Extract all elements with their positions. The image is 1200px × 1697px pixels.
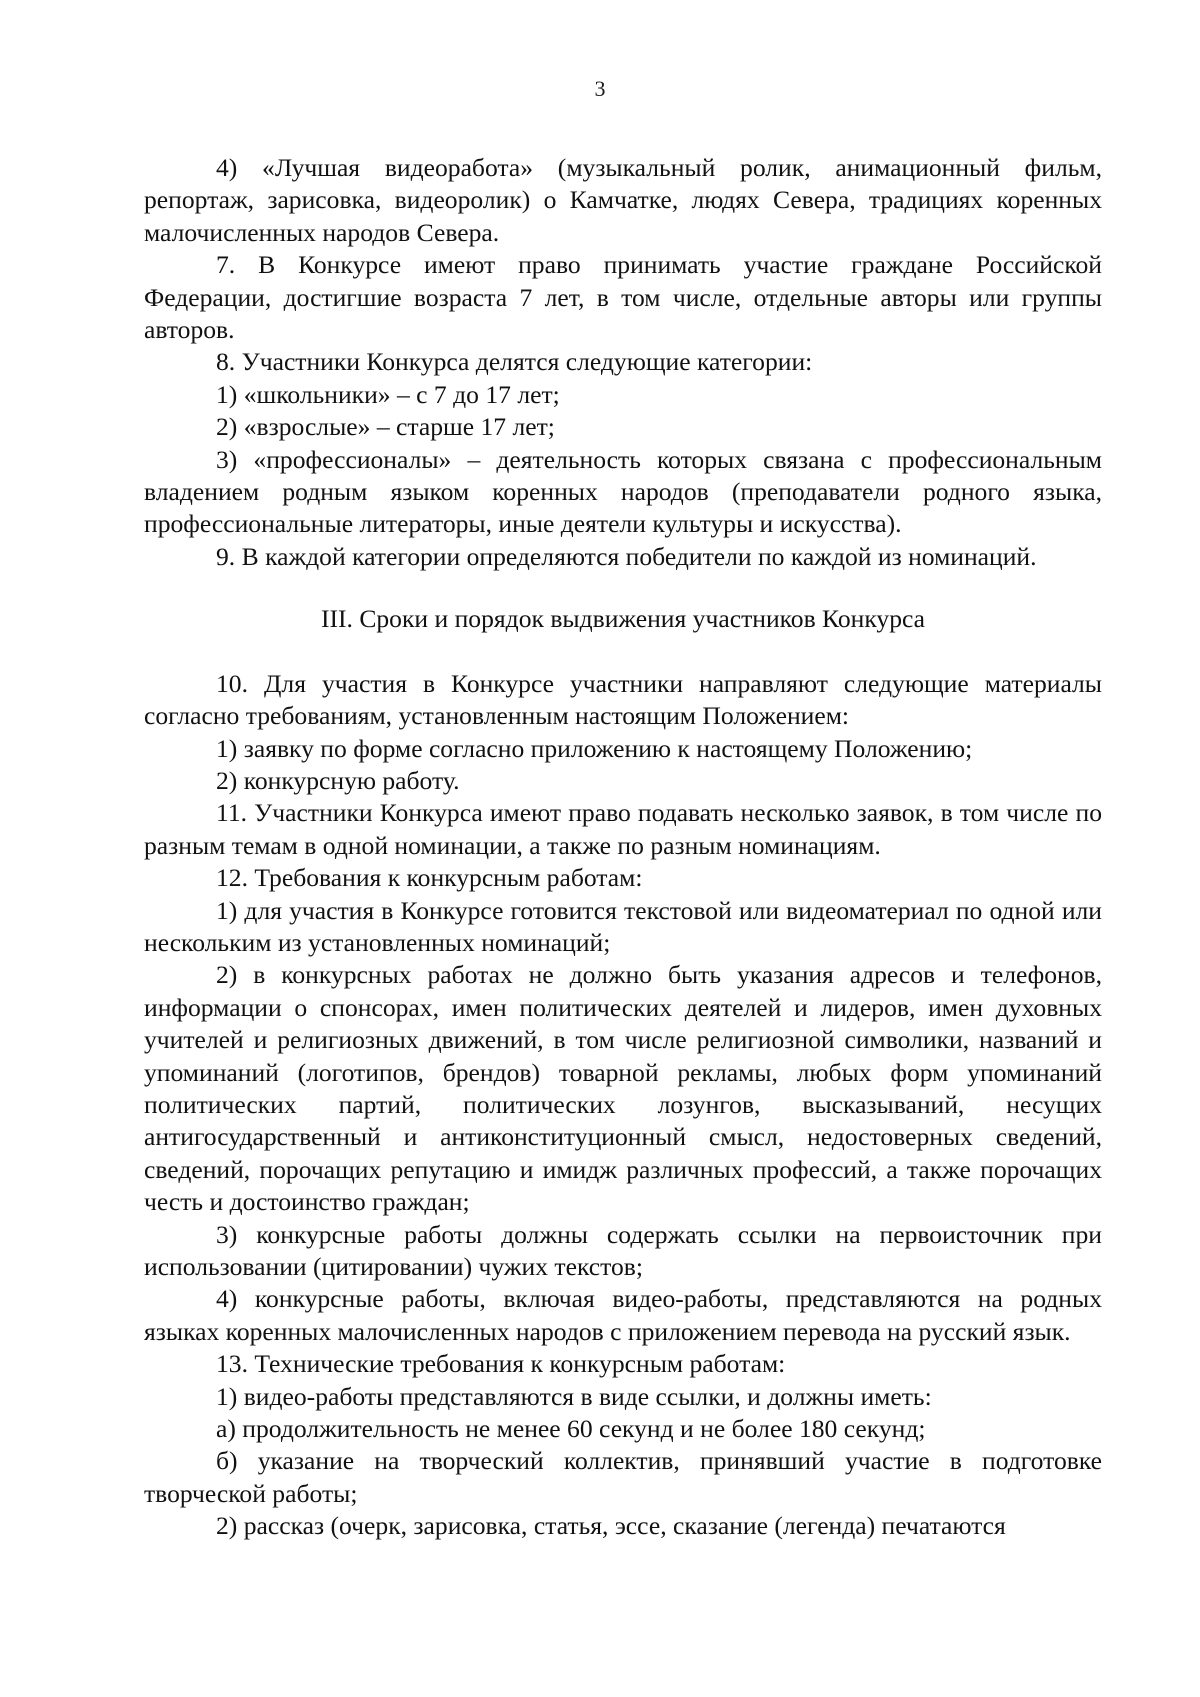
paragraph-8-item-3: 3) «профессионалы» – деятельность которых связана с профессиональным владением родным языком коренных народов (преподаватели родного языка, профессиональные литераторы, иные деятели культуры и искусства). xyxy=(144,444,1102,539)
paragraph-13-item-1a: а) продолжительность не менее 60 секунд и не более 180 секунд; xyxy=(216,1414,926,1444)
paragraph-13-item-1: 1) видео-работы представляются в виде ссылки, и должны иметь: xyxy=(216,1381,932,1411)
paragraph-12-item-4: 4) конкурсные работы, включая видео-работы, представляются на родных языках коренных малочисленных народов с приложением перевода на русский язык. xyxy=(144,1284,1102,1346)
document-body xyxy=(144,152,1102,1543)
paragraph-12-item-2: 2) в конкурсных работах не должно быть указания адресов и телефонов, информации о спонсорах, имен политических деятелей и лидеров, имен духовных учителей и религиозных движений, в том числе религиозной символики, названий и упоминаний (логотипов, брендов) товарной рекламы, любых форм упоминаний политических партий, политических лозунгов, высказываний, несущих антигосударственный и антиконституционный смысл, недостоверных сведений, сведений, порочащих репутацию и имидж различных профессий, а также порочащих честь и достоинство граждан; xyxy=(144,960,1102,1217)
section-heading: III. Сроки и порядок выдвижения участников Конкурса xyxy=(320,604,926,634)
paragraph-7: 7. В Конкурсе имеют право принимать участие граждане Российской Федерации, достигшие возраста 7 лет, в том числе, отдельные авторы или группы авторов. xyxy=(144,250,1102,345)
paragraph-12: 12. Требования к конкурсным работам: xyxy=(216,863,643,893)
paragraph-8-item-1: 1) «школьники» – с 7 до 17 лет; xyxy=(216,379,560,409)
paragraph-12-item-1: 1) для участия в Конкурсе готовится текстовой или видеоматериал по одной или нескольким из установленных номинаций; xyxy=(144,895,1102,957)
paragraph-13-item-1b: б) указание на творческий коллектив, принявший участие в подготовке творческой работы; xyxy=(144,1446,1102,1508)
paragraph-8: 8. Участники Конкурса делятся следующие категории: xyxy=(216,347,813,377)
paragraph-10: 10. Для участия в Конкурсе участники направляют следующие материалы согласно требованиям, установленным настоящим Положением: xyxy=(144,668,1102,731)
page-number: 3 xyxy=(594,76,606,101)
paragraph-9: 9. В каждой категории определяются победители по каждой из номинаций. xyxy=(216,541,1037,571)
paragraph-12-item-3: 3) конкурсные работы должны содержать ссылки на первоисточник при использовании (цитировании) чужих текстов; xyxy=(144,1219,1102,1281)
paragraph-8-item-2: 2) «взрослые» – старше 17 лет; xyxy=(216,412,555,442)
paragraph-13-item-2: 2) рассказ (очерк, зарисовка, статья, эссе, сказание (легенда) печатаются xyxy=(216,1511,1006,1541)
paragraph-10-item-2: 2) конкурсную работу. xyxy=(216,765,460,795)
paragraph-10-item-1: 1) заявку по форме согласно приложению к настоящему Положению; xyxy=(216,733,973,763)
paragraph-nomination-4: 4) «Лучшая видеоработа» (музыкальный ролик, анимационный фильм, репортаж, зарисовка, видеоролик) о Камчатке, людях Севера, традициях коренных малочисленных народов Севера. xyxy=(144,153,1102,247)
paragraph-11: 11. Участники Конкурса имеют право подавать несколько заявок, в том числе по разным темам в одной номинации, а также по разным номинациям. xyxy=(144,798,1102,860)
paragraph-13: 13. Технические требования к конкурсным работам: xyxy=(216,1349,786,1379)
